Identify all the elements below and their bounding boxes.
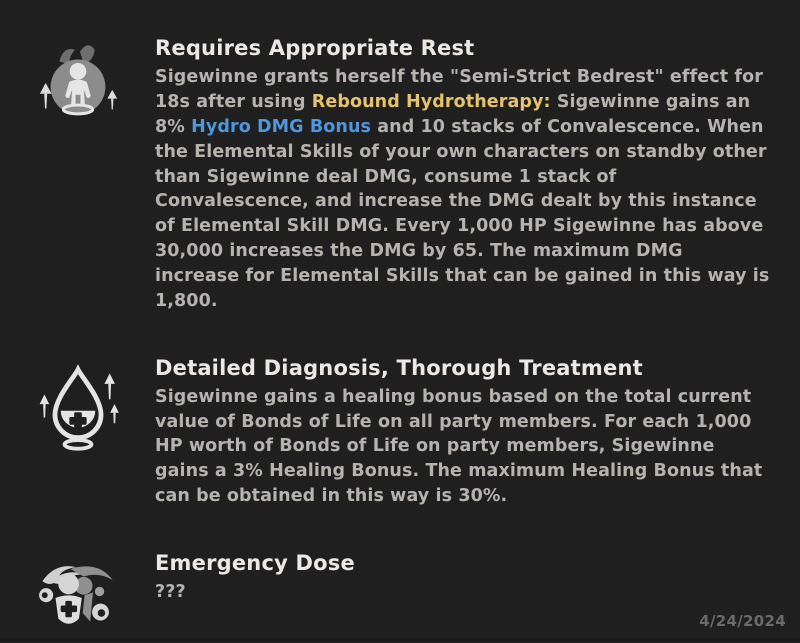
text-segment-normal: and 10 stacks of Convalescence. When the Elemental Skills of your own characters on standby other than Sigewinne deal DMG, consume 1 stack of Convalescence, and increase the DMG dealt by this instance of Elemental Skill DMG. Every 1,000 HP Sigewinne has above 30,000 increases the DMG by 65. The maximum DMG increase for Elemental Skills that can be gained in this way is 1,800. <box>155 116 770 311</box>
text-segment-normal: ??? <box>155 582 186 603</box>
talent-text-column <box>155 356 771 509</box>
talent-icon-column <box>0 551 155 643</box>
talent-section-detailed-diagnosis <box>0 356 780 509</box>
talent-section-requires-appropriate-rest <box>0 36 780 314</box>
emergency-dose-talent-icon <box>31 553 125 643</box>
talent-description <box>155 385 771 509</box>
talent-text-column <box>155 551 771 605</box>
talent-section-emergency-dose <box>0 551 780 643</box>
text-segment-gold: Rebound Hydrotherapy: <box>311 91 551 112</box>
diagnosis-talent-icon <box>30 358 126 454</box>
talent-title: Detailed Diagnosis, Thorough Treatment <box>155 355 643 380</box>
text-segment-normal: Sigewinne grants herself the "Semi-Strict Bedrest" effect for 18s after using <box>155 67 763 112</box>
talent-icon-column <box>0 356 155 454</box>
talent-text-column <box>155 36 771 314</box>
talent-title: Requires Appropriate Rest <box>155 36 475 60</box>
rest-talent-icon <box>29 38 127 130</box>
text-segment-blue: Hydro DMG Bonus <box>191 116 372 137</box>
talent-description <box>155 65 771 313</box>
date-stamp: 4/24/2024 <box>699 612 786 630</box>
talent-description <box>155 580 771 605</box>
talent-icon-column <box>0 36 155 130</box>
text-segment-normal: Sigewinne gains an 8% <box>155 91 751 137</box>
text-segment-normal: Sigewinne gains a healing bonus based on the total current value of Bonds of Life on all party members. For each 1,000 HP worth of Bonds of Life on party members, Sigewinne gains a 3% Healing Bonus. The maximum Healing Bonus that can be obtained in this way is 30%. <box>155 386 763 507</box>
talent-title: Emergency Dose <box>155 550 355 575</box>
